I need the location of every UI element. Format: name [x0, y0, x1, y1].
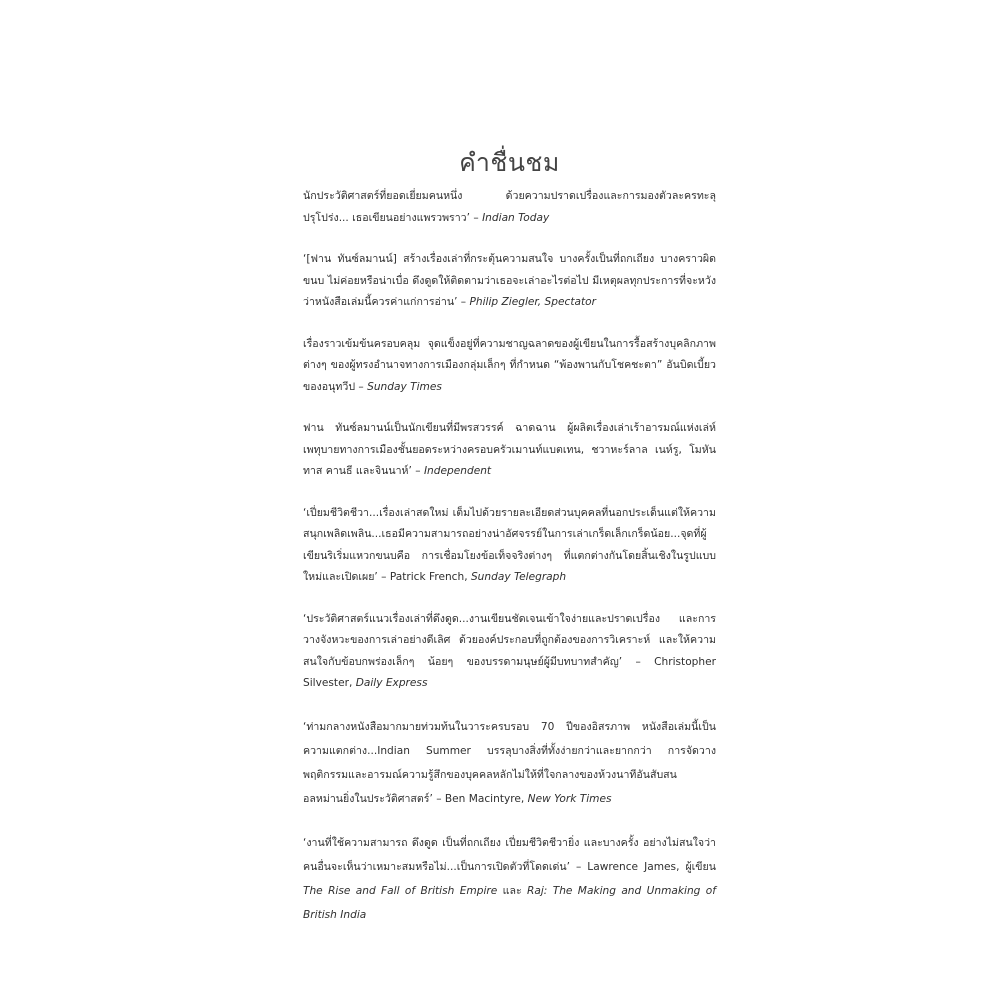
blurb-source: Daily Express — [355, 677, 428, 689]
blurb-source: Sunday Telegraph — [470, 571, 567, 583]
blurb-dash: – — [411, 465, 424, 477]
blurb-source: The Rise and Fall of British Empire — [303, 884, 498, 897]
praise-blurb-4 — [303, 418, 716, 483]
praise-blurb-6 — [303, 609, 716, 695]
blurb-quote: ‘ประวัติศาสตร์แนวเรื่องเล่าที่ดึงดูด...งานเขียนชัดเจนเข้าใจง่ายและปราดเปรื่อง และการวางจังหวะของการเล่าอย่างดีเลิศ ด้วยองค์ประกอบที่ถูกต้องของการวิเคราะห์ และให้ความสนใจกับข้อบกพร่องเล็กๆ น้อยๆ ของบรรดามนุษย์ผู้มีบทบาทสำคัญ’ – Christopher Silvester, — [303, 612, 716, 689]
blurb-connector: และ — [497, 884, 528, 897]
praise-blurb-8 — [303, 831, 716, 927]
blurb-quote: ‘ท่ามกลางหนังสือมากมายท่วมท้นในวาระครบรอบ 70 ปีของอิสรภาพ หนังสือเล่มนี้เป็นความแตกต่าง...Indian Summer บรรลุบางสิ่งที่ทั้งง่ายกว่าและยากกว่า การจัดวางพฤติกรรมและอารมณ์ความรู้สึกของบุคคลหลักไม่ให้ที่ใจกลางของห้วงนาทีอันสับสนอลหม่านยิ่งในประวัติศาสตร์’ — [303, 720, 716, 805]
praise-blurb-1 — [303, 186, 716, 229]
blurb-dash: – — [457, 296, 470, 308]
blurb-source: Philip Ziegler, Spectator — [469, 296, 596, 308]
blurb-dash: – Ben Macintyre, — [432, 792, 528, 805]
blurb-source-2: Raj: The Making and Unmaking of British India — [303, 884, 716, 921]
blurb-source: Indian Today — [482, 211, 550, 224]
page-title: คำชื่นชม — [459, 148, 560, 177]
blurb-source: Independent — [423, 465, 492, 477]
blurb-source: Sunday Times — [367, 380, 442, 393]
blurb-quote: ‘เปี่ยมชีวิตชีวา...เรื่องเล่าสดใหม่ เต็มไปด้วยรายละเอียดส่วนบุคคลที่นอกประเด็นแต่ให้ความสนุกเพลิดเพลิน...เธอมีความสามารถอย่างน่าอัศจรรย์ในการเล่าเกร็ดเล็กเกร็ดน้อย...จุดที่ผู้เขียนริเริ่มแหวกขนบคือ การเชื่อมโยงข้อเท็จจริงต่างๆ ที่แตกต่างกันโดยสิ้นเชิงในรูปแบบใหม่และเปิดเผย’ — [303, 506, 716, 583]
blurb-quote: ฟาน ทันซ์ลมานน์เป็นนักเขียนที่มีพรสวรรค์ ฉาดฉาน ผู้ผลิตเรื่องเล่าเร้าอารมณ์แห่งเล่ห์เพทุบายทางการเมืองชั้นยอดระหว่างครอบครัวเมานท์แบตเทน, ชวาหะร์ลาล เนห์รู, โมหันทาส คานธี และจินนาห์’ — [303, 422, 716, 477]
praise-list — [303, 186, 716, 947]
blurb-source: New York Times — [527, 792, 612, 805]
blurb-dash: – — [355, 380, 368, 393]
praise-blurb-5 — [303, 503, 716, 589]
blurb-quote: นักประวัติศาสตร์ที่ยอดเยี่ยมคนหนึ่ง ด้วยความปราดเปรื่องและการมองตัวละครทะลุปรุโปร่ง... เธอเขียนอย่างแพรวพราว’ — [303, 190, 716, 224]
praise-blurb-3 — [303, 334, 716, 399]
blurb-quote: ‘[ฟาน ทันซ์ลมานน์] สร้างเรื่องเล่าที่กระตุ้นความสนใจ บางครั้งเป็นที่ถกเถียง บางคราวผิดขนบ ไม่ค่อยหรือน่าเบื่อ ดึงดูดให้ติดตามว่าเธอจะเล่าอะไรต่อไป มีเหตุผลทุกประการที่จะหวังว่าหนังสือเล่มนี้ควรค่าแก่การอ่าน’ — [303, 253, 716, 308]
blurb-dash: – — [470, 211, 483, 224]
praise-blurb-2 — [303, 249, 716, 314]
praise-blurb-7 — [303, 715, 716, 811]
blurb-quote: ‘งานที่ใช้ความสามารถ ดึงดูด เป็นที่ถกเถียง เปี่ยมชีวิตชีวายิ่ง และบางครั้ง อย่างไม่สนใจว่าคนอื่นจะเห็นว่าเหมาะสมหรือไม่...เป็นการเปิดตัวที่โดดเด่น’ – Lawrence James, ผู้เขียน — [303, 836, 716, 873]
blurb-quote: เรื่องราวเข้มข้นครอบคลุม จุดแข็งอยู่ที่ความชาญฉลาดของผู้เขียนในการรื้อสร้างบุคลิกภาพต่างๆ ของผู้ทรงอำนาจทางการเมืองกลุ่มเล็กๆ ที่กำหนด “พ้องพานกับโชคชะตา” อันบิดเบี้ยวของอนุทวีป — [303, 337, 716, 393]
blurb-dash: – Patrick French, — [377, 571, 471, 583]
